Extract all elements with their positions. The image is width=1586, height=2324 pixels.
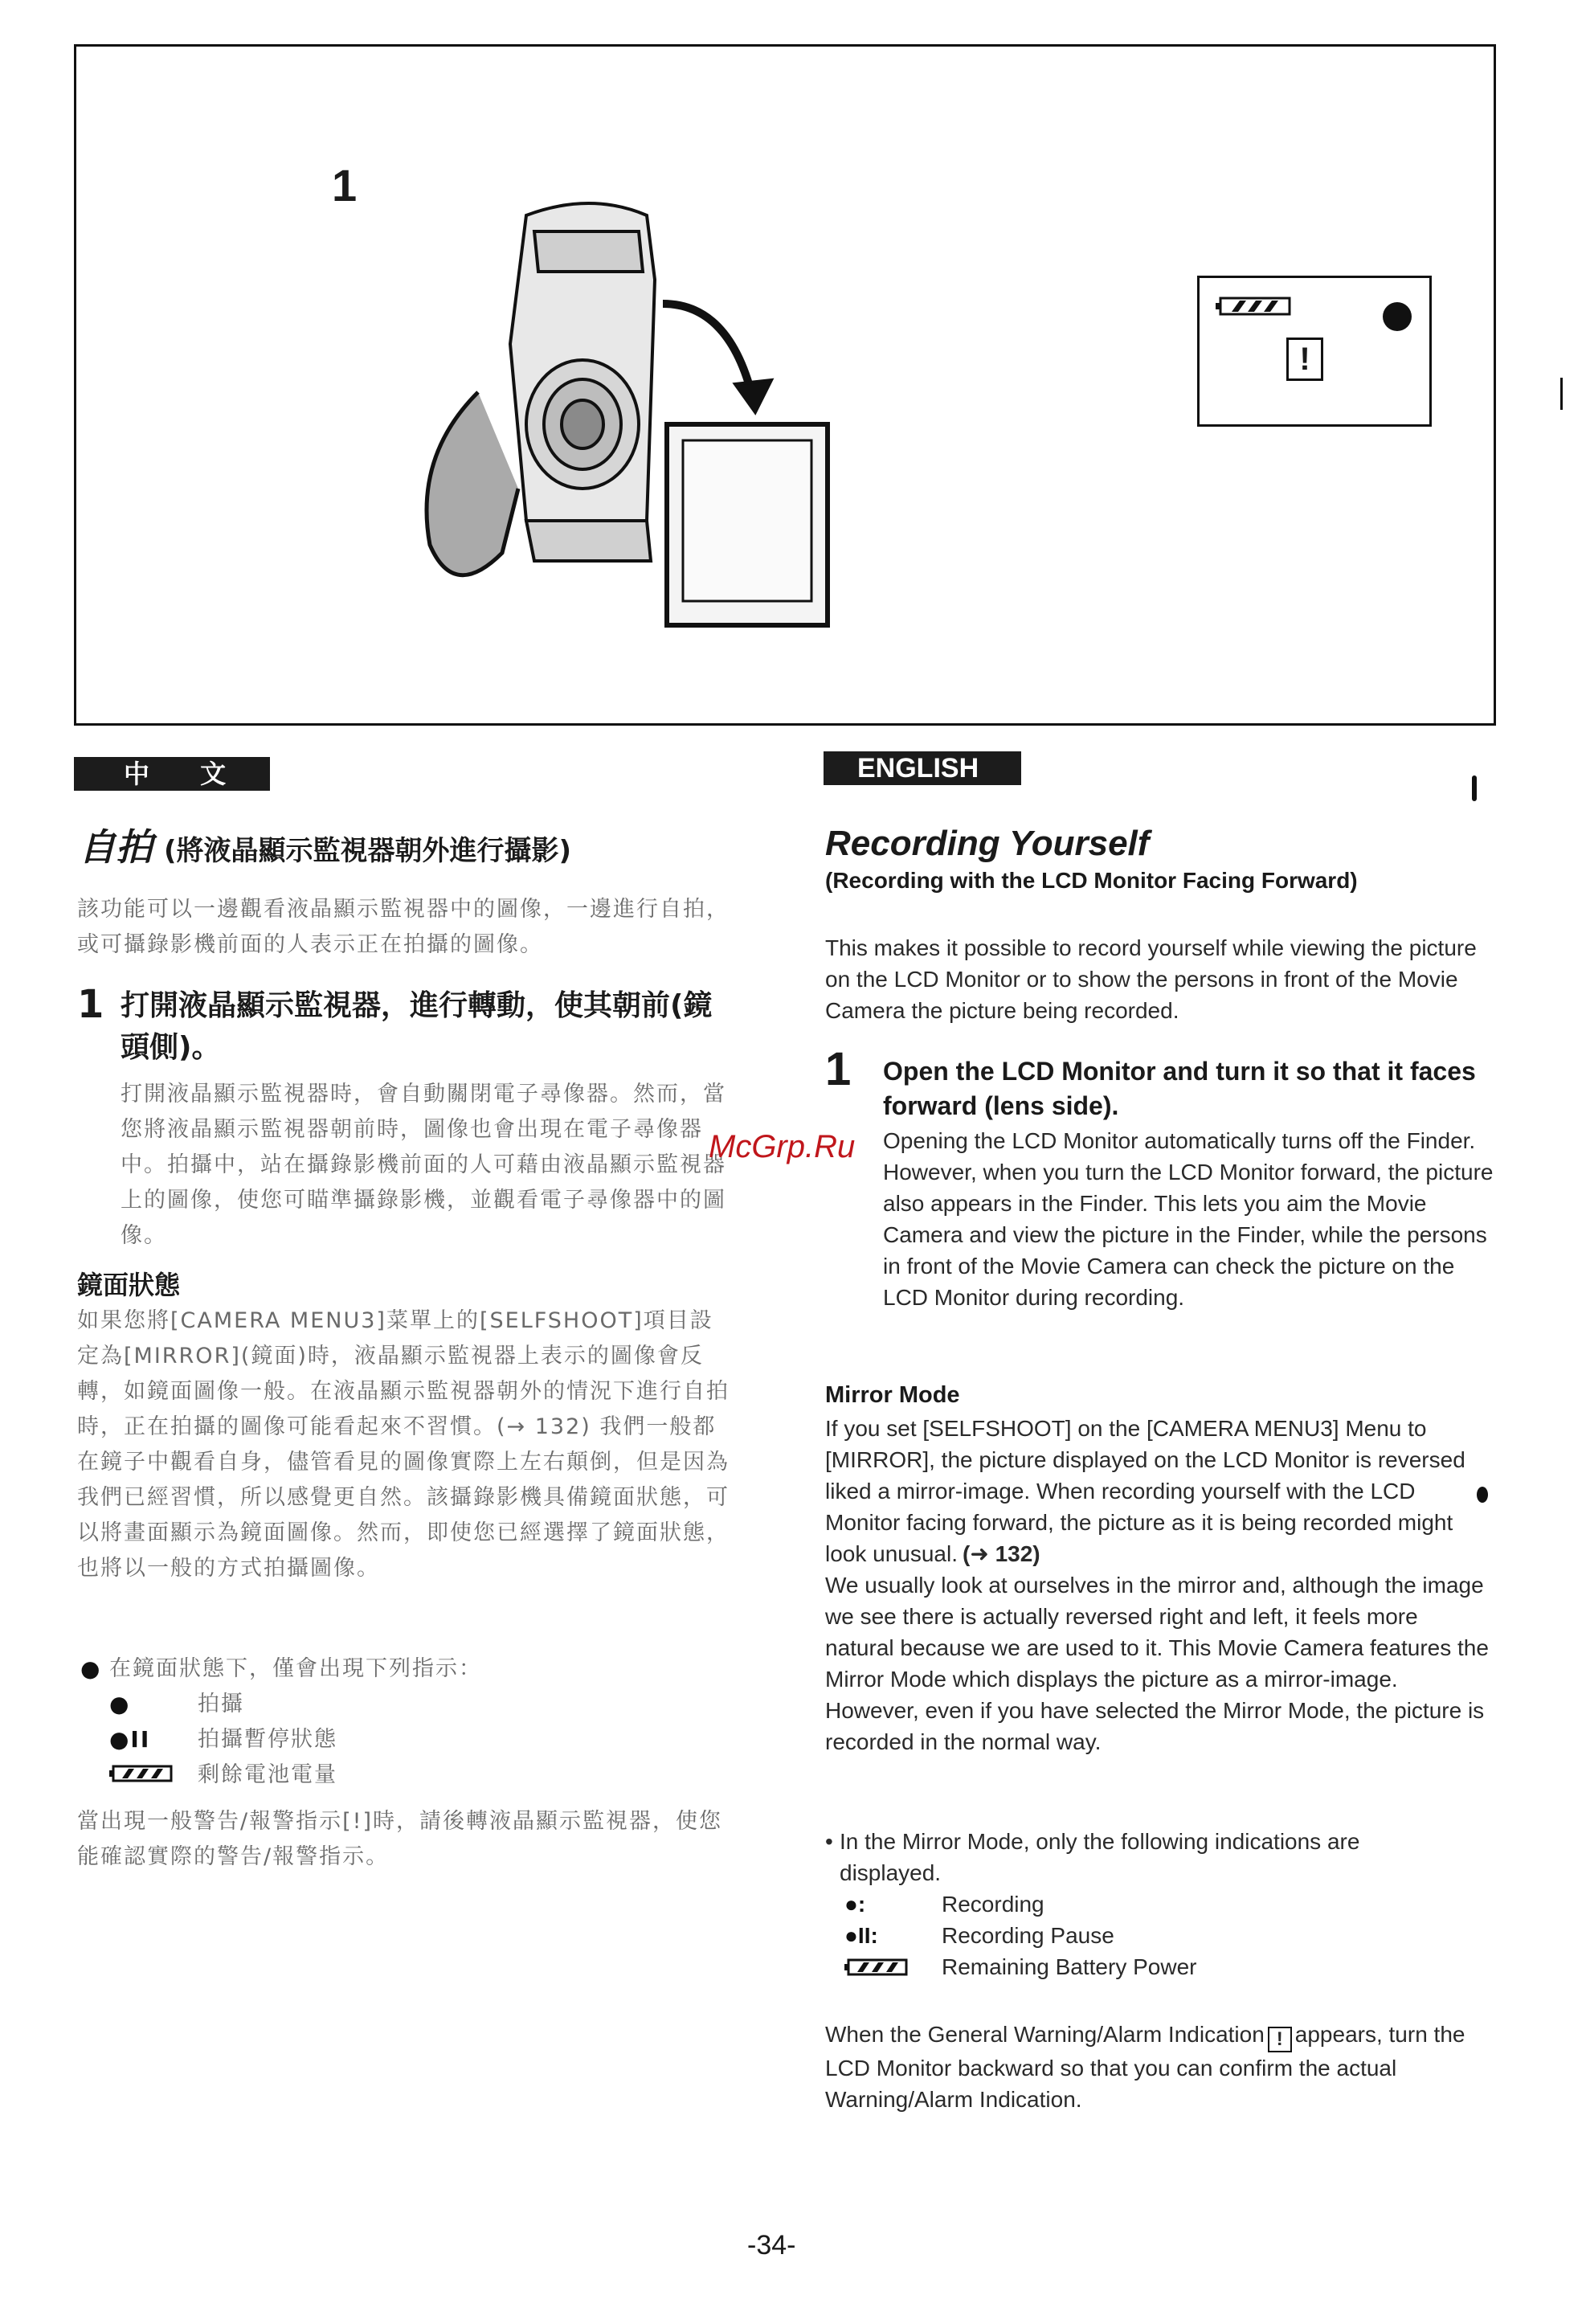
en-list-intro-text: In the Mirror Mode, only the following indications are <box>840 1829 1360 1854</box>
battery-icon <box>109 1764 174 1783</box>
zh-title-main: 自拍 <box>79 825 153 869</box>
zh-intro: 該功能可以一邊觀看液晶顯示監視器中的圖像，一邊進行自拍，或可攝錄影機前面的人表示正在拍攝的圖像。 <box>77 897 730 957</box>
en-step-title: Open the LCD Monitor and turn it so that it faces forward (lens side). <box>883 1057 1476 1120</box>
list-item <box>77 1757 736 1793</box>
list-item-text: 剩餘電池電量 <box>198 1762 337 1787</box>
warning-icon: ! <box>1286 338 1323 381</box>
watermark: McGrp.Ru <box>709 1129 856 1164</box>
recording-pause-icon: ●II <box>109 1726 151 1753</box>
zh-warning-note: 當出現一般警告/報警指示[!]時，請後轉液晶顯示監視器，使您能確認實際的警告/報警指示。 <box>77 1809 722 1869</box>
list-item <box>825 1951 1492 1982</box>
en-subtitle: (Recording with the LCD Monitor Facing Forward) <box>825 868 1358 893</box>
list-item <box>77 1722 736 1757</box>
en-step-body: Opening the LCD Monitor automatically turns off the Finder. However, when you turn the LCD Monitor forward, the picture also appears in the Finder. This lets you aim the Movie Camera and view the picture in the Finder, while the persons in front of the Movie Camera can check the picture on the LCD Monitor during recording. <box>883 1128 1494 1310</box>
section-label-english: ENGLISH <box>824 751 1021 785</box>
scan-mark <box>1472 775 1477 801</box>
camcorder-illustration <box>382 183 976 665</box>
list-item-text: Remaining Battery Power <box>942 1954 1197 1979</box>
en-title: Recording Yourself <box>825 824 1150 863</box>
illustration-frame <box>74 44 1496 726</box>
zh-title <box>79 818 571 871</box>
zh-step-title: 打開液晶顯示監視器，進行轉動，使其朝前(鏡頭側)。 <box>121 989 713 1064</box>
zh-step-number: 1 <box>77 982 104 1027</box>
zh-title-sub: (將液晶顯示監視器朝外進行攝影) <box>164 835 572 867</box>
page-number: -34- <box>747 2230 796 2261</box>
zh-indication-list <box>77 1651 736 1793</box>
recording-dot-icon: ●: <box>844 1892 866 1917</box>
zh-list-intro-text: 在鏡面狀態下，僅會出現下列指示： <box>109 1656 482 1681</box>
en-list-intro <box>825 1826 1492 1857</box>
zh-list-intro <box>77 1651 736 1687</box>
list-item-text: Recording Pause <box>942 1923 1114 1948</box>
figure-step-label: 1 <box>332 160 358 211</box>
en-warning-note <box>825 2019 1492 2115</box>
recording-dot-icon <box>1383 302 1412 331</box>
list-item <box>825 1920 1492 1951</box>
zh-mirror-body: 如果您將[CAMERA MENU3]菜單上的[SELFSHOOT]項目設定為[MIRROR](鏡面)時，液晶顯示監視器上表示的圖像會反轉，如鏡面圖像一般。在液晶顯示監視器朝外的情況下進行自拍時，正在拍攝的圖像可能看起來不習慣。(→ 132) 我們一般都在鏡子中觀看自身，儘管看見的圖像實際上左右顛倒，但是因為我們已經習慣，所以感覺更自然。該攝錄影機具備鏡面狀態，可以將畫面顯示為鏡面圖像。然而，即使您已經選擇了鏡面狀態，也將以一般的方式拍攝圖像。 <box>77 1308 730 1581</box>
en-step-number: 1 <box>825 1043 852 1095</box>
en-mirror-paragraph-1: If you set [SELFSHOOT] on the [CAMERA MENU3] Menu to [MIRROR], the picture displayed on the LCD Monitor is reversed liked a mirror-image. When recording yourself with the LCD Monitor facing forward, the picture as it is being recorded might look unusual. <box>825 1416 1465 1566</box>
list-item <box>77 1687 736 1722</box>
scan-mark <box>1560 378 1563 410</box>
en-warning-text-a: When the General Warning/Alarm Indication <box>825 2022 1265 2047</box>
en-indication-list <box>825 1826 1492 1982</box>
recording-pause-icon: ●II: <box>844 1923 878 1948</box>
en-mirror-heading: Mirror Mode <box>825 1382 960 1408</box>
zh-mirror-heading: 鏡面狀態 <box>77 1270 181 1300</box>
page-reference: (➜ 132) <box>963 1541 1040 1566</box>
recording-dot-icon: ● <box>109 1691 131 1717</box>
bullet-icon: ● <box>80 1655 102 1682</box>
section-label-chinese: 中 文 <box>74 757 270 791</box>
lcd-screen-indicators <box>1197 276 1432 427</box>
list-item-text: 拍攝 <box>198 1692 244 1716</box>
list-item <box>825 1888 1492 1920</box>
en-mirror-body <box>825 1413 1492 1757</box>
en-warning-text-b: appears, turn the LCD Monitor backward so that you can confirm the actual Warning/Alarm Indication. <box>825 2022 1465 2112</box>
list-item-text: Recording <box>942 1892 1044 1917</box>
warning-icon: ! <box>1268 2027 1292 2052</box>
en-list-intro-continued: displayed. <box>840 1860 942 1885</box>
bullet-icon: • <box>825 1829 833 1854</box>
en-mirror-paragraph-2: We usually look at ourselves in the mirror and, although the image we see there is actually reversed right and left, it feels more natural because we are used to it. This Movie Camera features the Mirror Mode which displays the picture as a mirror-image. However, even if you have selected the Mirror Mode, the picture is recorded in the normal way. <box>825 1573 1489 1754</box>
zh-step-body: 打開液晶顯示監視器時，會自動關閉電子尋像器。然而，當您將液晶顯示監視器朝前時，圖像也會出現在電子尋像器中。拍攝中，站在攝錄影機前面的人可藉由液晶顯示監視器上的圖像，使您可瞄準攝錄影機，並觀看電子尋像器中的圖像。 <box>121 1082 726 1248</box>
battery-icon <box>1216 296 1293 317</box>
battery-icon <box>844 1958 909 1977</box>
list-item-text: 拍攝暫停狀態 <box>198 1727 337 1752</box>
en-intro: This makes it possible to record yourself while viewing the picture on the LCD Monitor or to show the persons in front of the Movie Camera the picture being recorded. <box>825 935 1477 1023</box>
